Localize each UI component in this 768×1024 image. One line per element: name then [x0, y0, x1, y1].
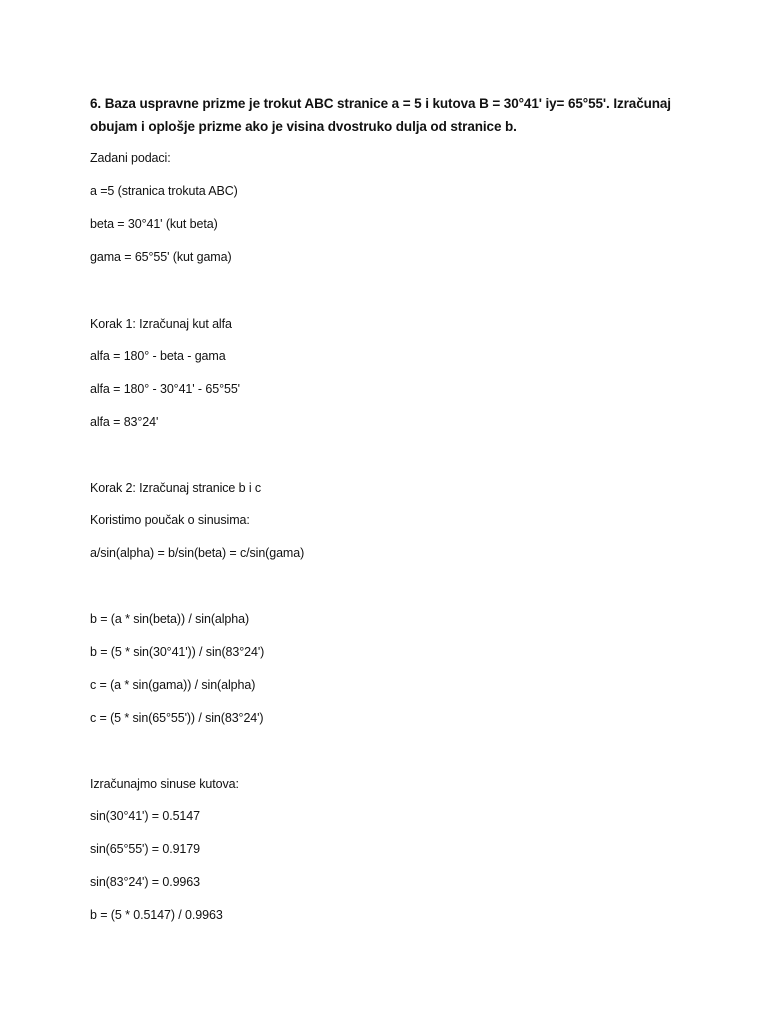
sin-gama: sin(65°55') = 0.9179	[90, 842, 200, 856]
given-gama: gama = 65°55' (kut gama)	[90, 250, 232, 264]
b-numeric: b = (5 * 0.5147) / 0.9963	[90, 908, 223, 922]
sine-law: a/sin(alpha) = b/sin(beta) = c/sin(gama)	[90, 546, 305, 560]
c-formula: c = (a * sin(gama)) / sin(alpha)	[90, 678, 256, 692]
b-substituted: b = (5 * sin(30°41')) / sin(83°24')	[90, 645, 265, 659]
given-heading: Zadani podaci:	[90, 151, 171, 165]
sin-beta: sin(30°41') = 0.5147	[90, 809, 200, 823]
c-substituted: c = (5 * sin(65°55')) / sin(83°24')	[90, 711, 264, 725]
sines-heading: Izračunajmo sinuse kutova:	[90, 777, 239, 791]
given-a: a =5 (stranica trokuta ABC)	[90, 184, 238, 198]
step1-line2: alfa = 180° - 30°41' - 65°55'	[90, 382, 240, 396]
given-beta: beta = 30°41' (kut beta)	[90, 217, 218, 231]
step2-intro: Koristimo poučak o sinusima:	[90, 513, 250, 527]
b-formula: b = (a * sin(beta)) / sin(alpha)	[90, 612, 250, 626]
step1-line1: alfa = 180° - beta - gama	[90, 349, 226, 363]
step1-heading: Korak 1: Izračunaj kut alfa	[90, 317, 232, 331]
step2-heading: Korak 2: Izračunaj stranice b i c	[90, 481, 262, 495]
step1-line3: alfa = 83°24'	[90, 415, 159, 429]
sin-alfa: sin(83°24') = 0.9963	[90, 875, 200, 889]
problem-statement: 6. Baza uspravne prizme je trokut ABC stranice a = 5 i kutova B = 30°41' iy= 65°55'. Izračunaj obujam i oplošje prizme ako je visina dvostruko dulja od stranice b.	[90, 96, 671, 134]
